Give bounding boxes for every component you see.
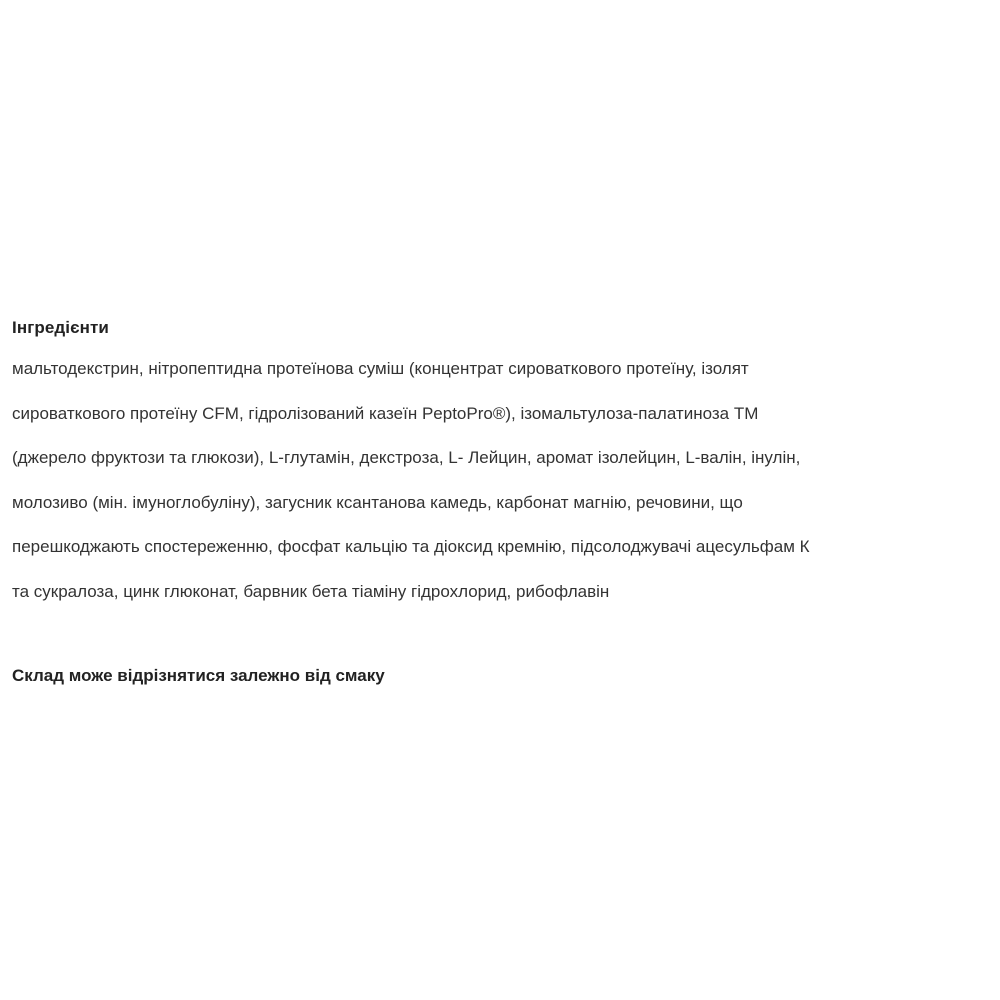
ingredients-heading: Інгредієнти	[12, 318, 109, 337]
ingredients-line: перешкоджають спостереженню, фосфат кальцію та діоксид кремнію, підсолоджувачі ацесульфам К	[12, 537, 810, 556]
ingredients-line: (джерело фруктози та глюкози), L-глутамін, декстроза, L- Лейцин, аромат ізолейцин, L-валін, інулін,	[12, 448, 801, 467]
ingredients-line: та сукралоза, цинк глюконат, барвник бета тіаміну гідрохлорид, рибофлавін	[12, 581, 610, 601]
ingredients-line: сироваткового протеїну CFM, гідролізований казеїн PeptoPro®), ізомальтулоза-палатиноза ТМ	[12, 403, 759, 423]
ingredients-line: молозиво (мін. імуноглобуліну), загусник ксантанова камедь, карбонат магнію, речовини, що	[12, 492, 743, 512]
composition-note: Склад може відрізнятися залежно від смаку	[12, 666, 385, 685]
ingredients-section	[12, 311, 982, 685]
ingredients-list	[12, 347, 982, 614]
ingredients-line: мальтодекстрин, нітропептидна протеїнова суміш (концентрат сироваткового протеїну, ізолят	[12, 359, 749, 378]
